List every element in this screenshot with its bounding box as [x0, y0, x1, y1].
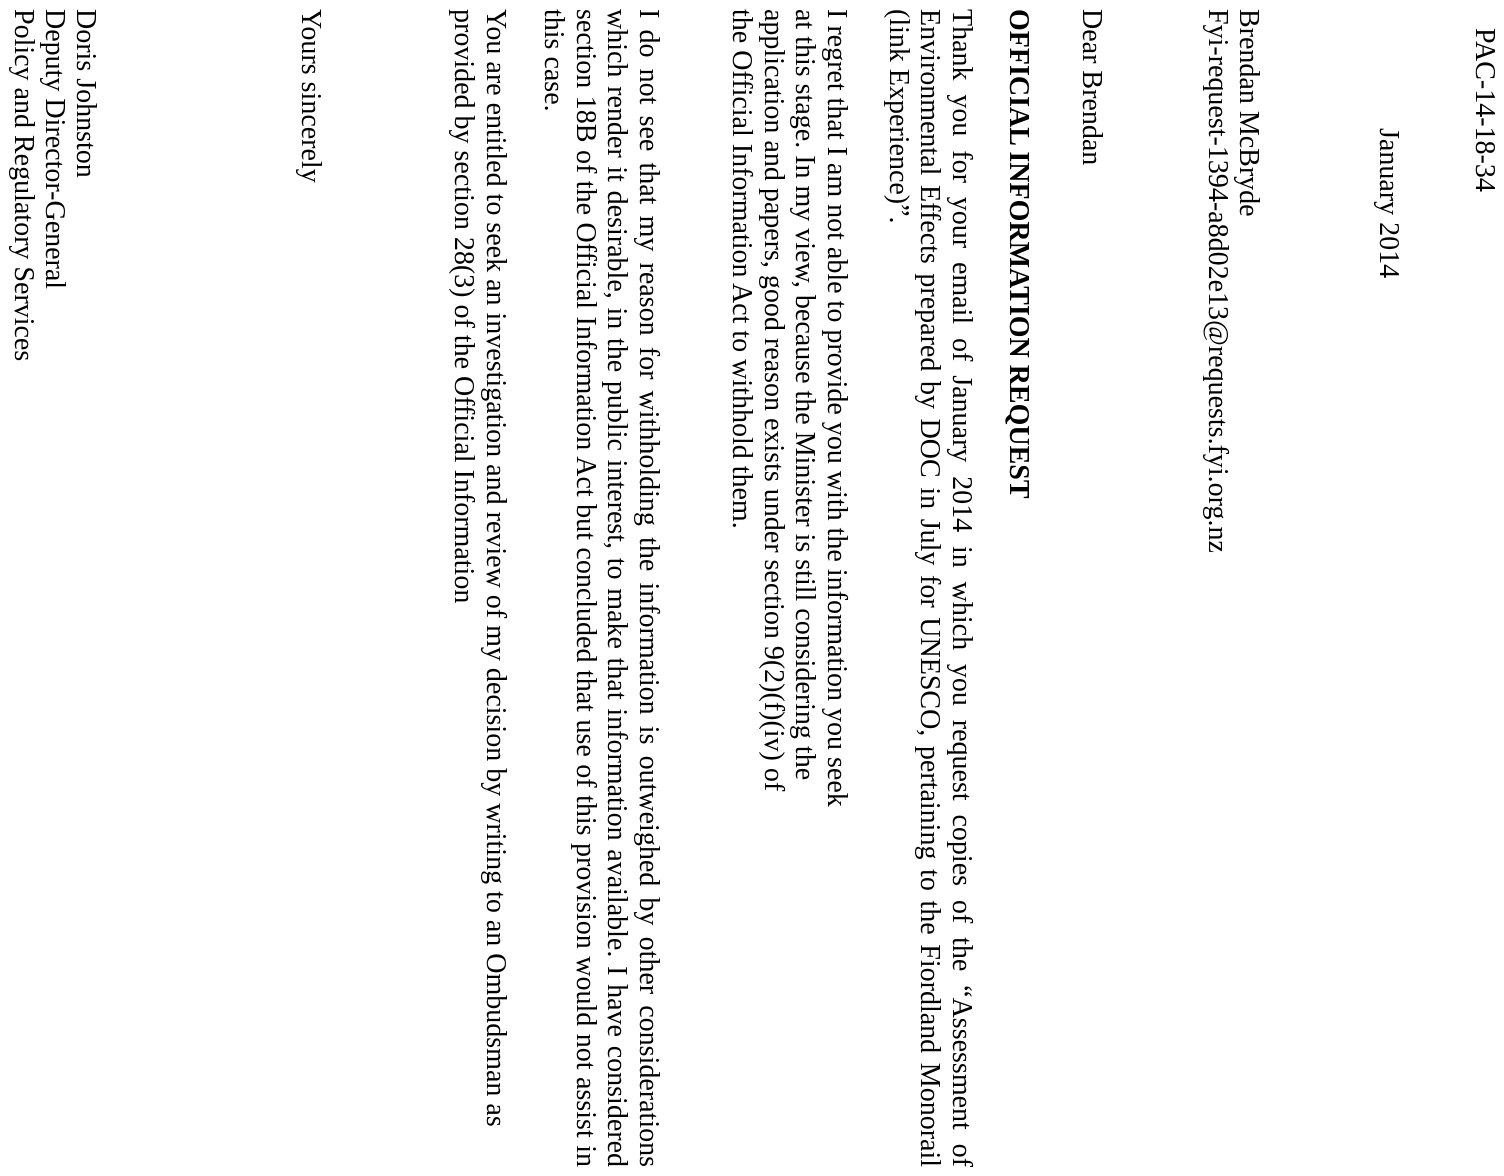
signatory-unit: Policy and Regulatory Services: [8, 9, 39, 362]
recipient-email: Fyi-request-1394-a8d02e13@requests.fyi.org.nz: [1202, 9, 1233, 553]
signatory-name: Doris Johnston: [70, 9, 101, 178]
recipient-name: Brendan McBryde: [1233, 9, 1264, 217]
paragraph-public-interest: I do not see that my reason for withholding the information is outweighed by other considerations which render it desirable, in the public interest, to make that information available. I have considered section 18B of the Official Information Act but concluded that use of this provision would not assist in this case.: [538, 9, 664, 1167]
letter-heading: OFFICIAL INFORMATION REQUEST: [1003, 9, 1034, 499]
paragraph-refusal: I regret that I am not able to provide you with the information you seek at this stage. In my view, because the Minister is still considering the application and papers, good reason exists under section 9(2)(f)(iv) of the Official Information Act to withhold them.: [726, 9, 852, 807]
closing: Yours sincerely: [295, 9, 326, 183]
reference-number: PAC-14-18-34: [1469, 28, 1500, 192]
paragraph-ombudsman-rights: You are entitled to seek an investigation and review of my decision by writing to an Ombudsman as provided by section 28(3) of the Official Information: [448, 9, 511, 1127]
paragraph-request-acknowledgement: Thank you for your email of January 2014 in which you request copies of the “Assessment of Environmental Effects prepared by DOC in July for UNESCO, pertaining to the Fiordland Monorail (link Experience)”.: [883, 9, 977, 1167]
signatory-title: Deputy Director-General: [39, 9, 70, 290]
salutation: Dear Brendan: [1076, 9, 1107, 166]
letter-date: January 2014: [1373, 128, 1404, 279]
